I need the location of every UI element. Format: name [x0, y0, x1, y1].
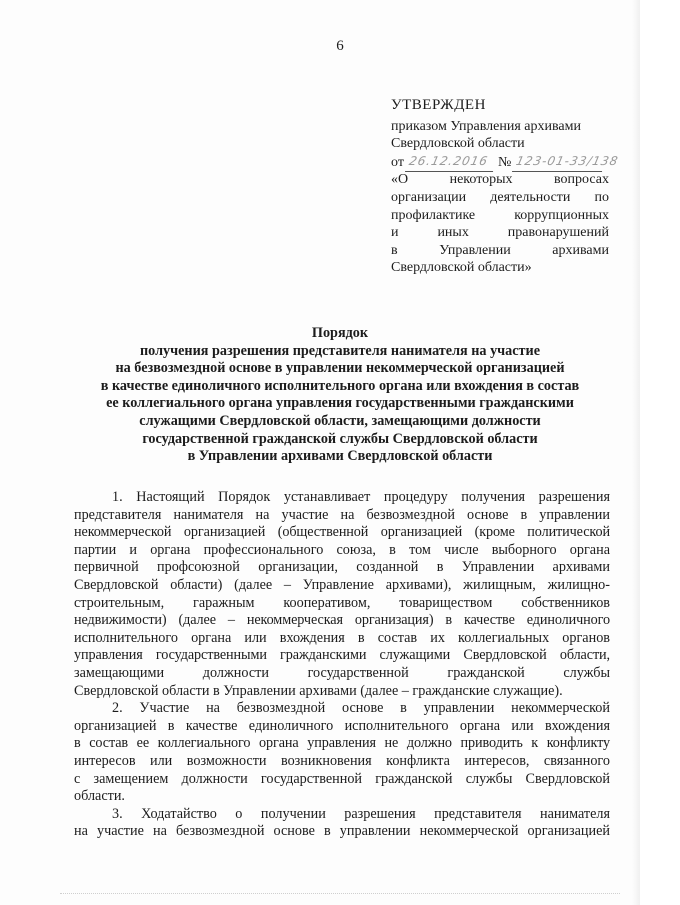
- body-line: 2. Участие на безвозмездной основе в управлении некоммерческой: [112, 700, 610, 717]
- document-body: [74, 489, 610, 841]
- body-line: Свердловской области в Управлении архивами (далее – гражданские служащие).: [74, 682, 563, 699]
- document-heading: [60, 325, 620, 466]
- body-line: исполнительного органа или вхождения в состав их коллегиальных органов: [74, 629, 610, 646]
- body-line: недвижимости) (далее – некоммерческая организация) в качестве единоличного: [74, 612, 610, 629]
- heading-line: в качестве единоличного исполнительного органа или вхождения в состав: [100, 377, 580, 394]
- approval-order-line: приказом Управления архивами: [391, 118, 581, 134]
- heading-line: служащими Свердловской области, замещающими должности: [139, 412, 541, 429]
- body-line: строительным, гаражным кооперативом, товариществом собственников: [74, 594, 610, 611]
- body-line: организацией в качестве единоличного исполнительного органа или вхождения: [74, 717, 610, 734]
- approval-region-line: Свердловской области: [391, 136, 525, 152]
- approval-title: УТВЕРЖДЕН: [391, 97, 486, 113]
- approval-title-line: «О некоторых вопросах: [391, 172, 609, 188]
- body-line: 3. Ходатайство о получении разрешения представителя нанимателя: [112, 805, 610, 822]
- approval-title-line: Свердловской области»: [391, 260, 532, 276]
- handwritten-number: 123-01-33/138: [512, 153, 606, 172]
- body-line: представителя нанимателя на участие на безвозмездной основе в управлении: [74, 506, 610, 523]
- paragraph-1: [74, 489, 610, 700]
- scan-edge-shadow: [632, 0, 640, 905]
- body-line: замещающими должности государственной гражданской службы: [74, 664, 610, 681]
- heading-line: Порядок: [311, 325, 369, 341]
- body-line: в состав ее коллегиального органа управления не должно приводить к конфликту: [74, 735, 610, 752]
- heading-line: получения разрешения представителя нанимателя на участие: [140, 342, 540, 359]
- approval-stamp-block: [391, 97, 621, 277]
- body-line: партии и органа профессионального союза, в том числе выборного органа: [74, 541, 610, 558]
- scan-bottom-line: [60, 893, 620, 894]
- body-line: 1. Настоящий Порядок устанавливает процедуру получения разрешения: [112, 489, 610, 505]
- handwritten-date: 26.12.2016: [405, 153, 497, 172]
- approval-title-line: профилактике коррупционных: [391, 207, 609, 223]
- heading-line: государственной гражданской службы Свердловской области: [142, 430, 538, 447]
- body-line: интересов или возможности возникновения конфликта интересов, связанного: [74, 752, 610, 769]
- approval-title-line: организации деятельности по: [391, 189, 609, 205]
- heading-line: в Управлении архивами Свердловской области: [187, 448, 493, 465]
- body-line: первичной профсоюзной организации, созданной в Управлении архивами: [74, 559, 610, 576]
- approval-date-number-line: [391, 153, 621, 172]
- heading-line: на безвозмездной основе в управлении некоммерческой организацией: [115, 360, 565, 377]
- paragraph-2: [74, 700, 610, 806]
- page-number: 6: [336, 38, 344, 54]
- heading-line: ее коллегиального органа управления государственными гражданскими: [106, 395, 574, 412]
- body-line: на участие на безвозмездной основе в управлении некоммерческой организацией: [74, 823, 610, 840]
- body-line: области.: [74, 788, 125, 805]
- body-line: некоммерческой организацией (общественной организацией (кроме политической: [74, 524, 610, 541]
- body-line: с замещением должности государственной гражданской службы Свердловской: [74, 770, 610, 787]
- approval-title-line: и иных правонарушений: [391, 225, 609, 241]
- approval-number-label: №: [497, 154, 512, 170]
- approval-from-label: от: [391, 154, 404, 170]
- paragraph-3: [74, 806, 610, 841]
- body-line: Свердловской области) (далее – Управление архивами), жилищным, жилищно-: [74, 576, 610, 593]
- body-line: управления государственными гражданскими служащими Свердловской области,: [74, 647, 610, 664]
- approval-title-line: в Управлении архивами: [391, 242, 609, 258]
